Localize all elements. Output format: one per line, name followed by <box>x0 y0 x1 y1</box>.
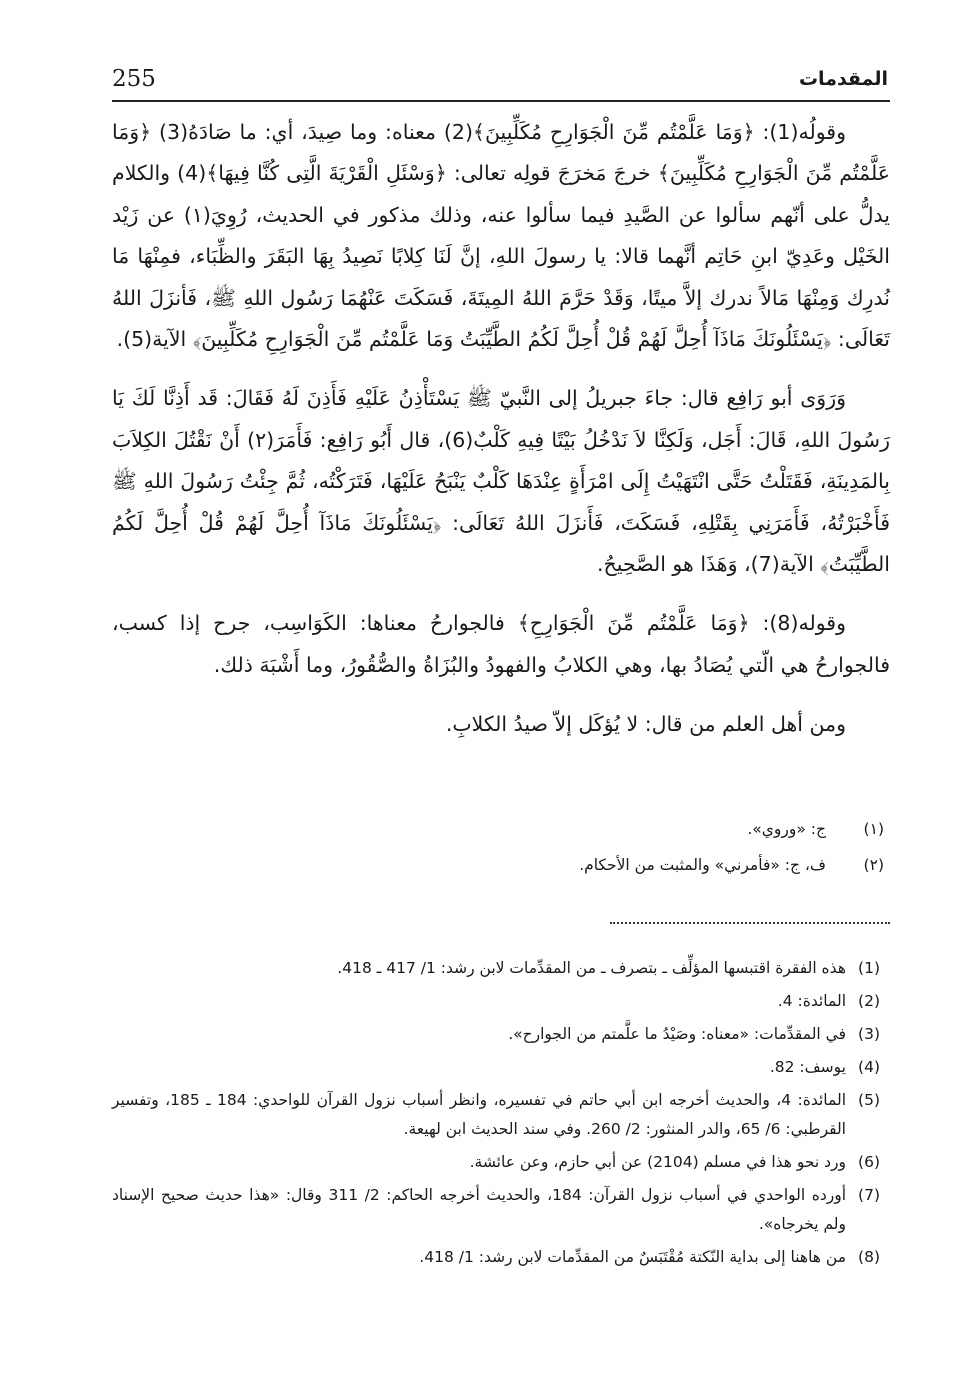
footnote <box>112 820 890 838</box>
footnote <box>112 987 890 1016</box>
footnote <box>112 954 890 983</box>
paragraph: وقولُه(1): ﴿وَمَا عَلَّمْتُم مِّنَ الْجَوَارِحِ مُكَلِّبِينَ﴾(2) معناه: وما صِيدَ، أي: ما صَادَهُ(3) ﴿وَمَا عَلَّمْتُم مِّنَ الْجَوَارِحِ مُكَلِّبِينَ﴾ خرجَ مَخرَجَ قولِه تعالى: ﴿وَسْئَلِ الْقَرْيَةَ الَّتِى كُنَّا فِيهَا﴾(4) والكلام يدلُّ على أنّهم سألوا عن الصَّيدِ فيما سألوا عنه، وذلك مذكور في الحديث، رُوِيَ(١) عن زَيْد الخَيْل وعَدِيّ ابنِ حَاتِم أنَّهما قالا: يا رسولَ اللهِ، إنَّ لَنَا كِلابًا نَصِيدُ بِهَا البَقَرَ والظِّبَاء، فمِنْهَا مَا نُدرِك وَمِنْهَا مَالاً ندرك إلاَّ ميتًا، وَقَدْ حَرَّمَ اللهُ المِيتَةَ، فَسَكَتَ عَنْهُمَا رَسُول اللهِ ﷺ، فَأنزَلَ اللهُ تَعَالَى: ﴿يَسْئَلُونَكَ مَاذَآ أُحِلَّ لَهُمْ قُلْ أُحِلَّ لَكُمُ الطَّيِّبَتُ وَمَا عَلَّمْتُم مِّنَ الْجَوَارِحِ مُكَلِّبِينَ﴾ الآية(5). <box>112 120 890 352</box>
running-title: المقدمات <box>798 68 888 90</box>
footnote-text: المائدة: 4. <box>777 992 846 1010</box>
footnote <box>112 1181 890 1239</box>
main-text <box>112 112 890 746</box>
footnote-text: ج: «وروي». <box>747 820 826 838</box>
footnote <box>112 1148 890 1177</box>
footnote-number: (٢) <box>863 856 884 874</box>
paragraph: وقوله(8): ﴿وَمَا عَلَّمْتُم مِّنَ الْجَوَارِحِ﴾ فالجوارحُ معناها: الكَوَاسِب، جرح إذا كسب، فالجوارحُ هي الّتي يُصَادُ بها، وهي الكلابُ والفهودُ والبُزَاةُ والصُّقُورُ، وما أَشْبَهَ ذلك. <box>112 611 890 677</box>
running-head <box>112 66 888 100</box>
paragraph: ومن أهل العلم من قال: لا يُؤكَل إلاّ صيدُ الكلابِ. <box>445 712 846 737</box>
footnote-number: (١) <box>863 820 884 838</box>
footnote-text: المائدة: 4، والحديث أخرجه ابن أبي حاتم في تفسيره، وانظر أسباب نزول القرآن للواحدي: 184 ـ 185، وتفسير القرطبي: 6/ 65، والدر المنثور: 2/ 260. وفي سند الحديث ابن لهيعة. <box>112 1091 846 1138</box>
footnote-text: ورد نحو هذا في مسلم (2104) عن أبي حازم، وعن عائشة. <box>469 1153 846 1171</box>
footnote-number: (8) <box>858 1248 880 1266</box>
footnote-text: هذه الفقرة اقتبسها المؤلِّف ـ بتصرف ـ من المقدِّمات لابن رشد: 1/ 417 ـ 418. <box>337 959 846 977</box>
footnote <box>112 1243 890 1272</box>
footnote-number: (1) <box>858 959 880 977</box>
footnote-text: يوسف: 82. <box>769 1058 846 1076</box>
header-rule <box>112 100 890 102</box>
footnote <box>112 1053 890 1082</box>
footnote-separator <box>610 922 890 934</box>
editor-footnotes <box>112 954 890 1272</box>
footnote <box>112 856 890 874</box>
variant-footnotes <box>112 820 890 874</box>
footnote-number: (6) <box>858 1153 880 1171</box>
footnote-number: (2) <box>858 992 880 1010</box>
footnote-number: (4) <box>858 1058 880 1076</box>
footnote <box>112 1020 890 1049</box>
footnote-number: (7) <box>858 1186 880 1204</box>
footnote-number: (5) <box>858 1091 880 1109</box>
page-number: 255 <box>112 66 156 92</box>
footnote-text: ف، ج: «فأمرني» والمثبت من الأحكام. <box>579 856 826 874</box>
footnote-text: من هاهنا إلى بداية النّكتة مُقْتَبَسٌ من المقدِّمات لابن رشد: 1/ 418. <box>419 1248 846 1266</box>
footnote-number: (3) <box>858 1025 880 1043</box>
footnote <box>112 1086 890 1144</box>
footnote-text: في المقدِّمات: «معناه: وصَيْدُ ما علَّمتم من الجوارح». <box>508 1025 846 1043</box>
footnote-text: أورده الواحدي في أسباب نزول القرآن: 184، والحديث أخرجه الحاكم: 2/ 311 وقال: «هذا حديث صحيح الإسناد ولم يخرجاه». <box>112 1186 847 1233</box>
paragraph: وَرَوَى أبو رَافِع قال: جاءَ جبريلُ إلى النَّبيّ ﷺ يَسْتَأْذِنُ عَلَيْهِ فَأَذِنَ لَهُ فَقَالَ: قَد أَذِنَّا لَكَ يَا رَسُولَ اللهِ، قَالَ: أَجَل، وَلَكِنَّا لاَ نَدْخُلُ بَيْتًا فِيهِ كَلْبٌ(6)، قال أَبُو رَافِع: فَأَمَرَ(٢) أَنْ نَقْتُلَ الكِلاَبَ بِالمَدِينَةِ، فَقَتَلْتُ حَتَّى انْتَهَيْتُ إِلَى امْرَأَةٍ عِنْدَهَا كَلْبٌ يَنْبَحُ عَلَيْهَا، فَتَرَكْتُه، ثُمَّ جِئْتُ رَسُولَ اللهِ ﷺ فَأَخْبَرْتُهُ، فَأَمَرَنِي بِقَتْلِهِ، فَسَكَتَ، فَأَنزَلَ اللهُ تَعَالَى: ﴿يَسْئَلُونَكَ مَاذَآ أُحِلَّ لَهُمْ قُلْ أُحِلَّ لَكُمُ الطَّيِّبَتُ﴾ الآية(7)، وَهَذَا هو الصَّحِيحُ. <box>112 386 890 577</box>
